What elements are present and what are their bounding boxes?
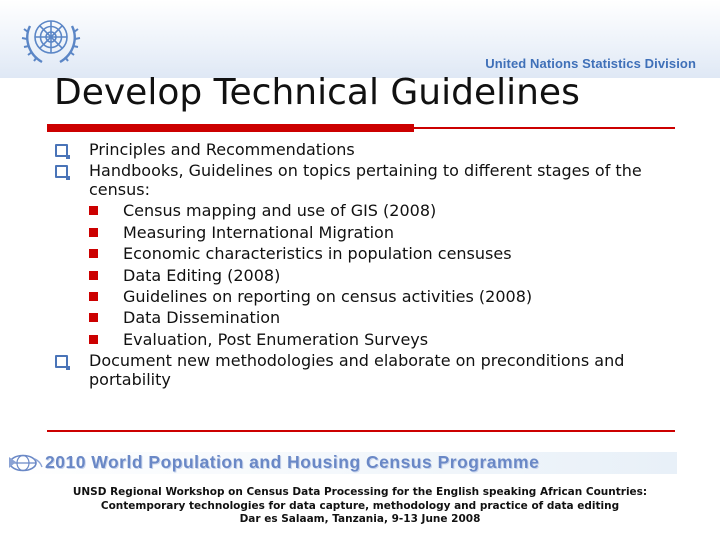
sub-list-item-text: Data Editing (2008) — [123, 265, 281, 285]
list-item — [55, 161, 675, 349]
square-bullet-icon — [89, 271, 98, 280]
checkbox-bullet-icon — [55, 165, 68, 178]
list-item-text: Document new methodologies and elaborate on preconditions and portability — [89, 350, 625, 389]
sub-list-item-text: Guidelines on reporting on census activities (2008) — [123, 286, 533, 306]
square-bullet-icon — [89, 206, 98, 215]
checkbox-bullet-icon — [55, 355, 68, 368]
list-item-text: Handbooks, Guidelines on topics pertaining to different stages of the census: — [89, 161, 642, 199]
title-accent-bar — [47, 124, 414, 132]
footer-rule — [47, 430, 675, 432]
checkbox-bullet-icon — [55, 144, 68, 157]
sub-list-item-text: Evaluation, Post Enumeration Surveys — [123, 329, 429, 349]
square-bullet-icon — [89, 228, 98, 237]
banner-text: 2010 World Population and Housing Census Programme — [45, 452, 540, 472]
square-bullet-icon — [89, 292, 98, 301]
sub-list-item-text: Measuring International Migration — [123, 222, 394, 242]
sub-list-item — [89, 330, 675, 349]
sub-list-item — [89, 266, 675, 285]
page-title: Develop Technical Guidelines — [54, 72, 580, 113]
square-bullet-icon — [89, 249, 98, 258]
un-emblem-icon — [20, 8, 82, 70]
sub-list-item-text: Census mapping and use of GIS (2008) — [123, 201, 437, 221]
division-name: United Nations Statistics Division — [485, 56, 696, 71]
square-bullet-icon — [89, 335, 98, 344]
sub-list-item — [89, 244, 675, 263]
sub-list-item — [89, 308, 675, 327]
census-banner — [5, 452, 677, 474]
footer-line-2: Contemporary technologies for data capture, methodology and practice of data editing — [100, 499, 620, 512]
footer — [0, 486, 720, 527]
sub-list-item-text: Economic characteristics in population censuses — [123, 244, 512, 264]
list-item — [55, 140, 675, 159]
footer-line-3: Dar es Salaam, Tanzania, 9-13 June 2008 — [239, 513, 481, 525]
footer-line-1: UNSD Regional Workshop on Census Data Processing for the English speaking African Countries: — [72, 486, 648, 498]
sub-list — [89, 201, 675, 348]
sub-list-item-text: Data Dissemination — [123, 308, 281, 328]
sub-list-item — [89, 201, 675, 220]
square-bullet-icon — [89, 313, 98, 322]
slide-content — [55, 140, 675, 391]
list-item — [55, 351, 675, 389]
sub-list-item — [89, 287, 675, 306]
census-globe-icon — [7, 453, 43, 473]
list-item-text: Principles and Recommendations — [89, 140, 355, 159]
sub-list-item — [89, 223, 675, 242]
